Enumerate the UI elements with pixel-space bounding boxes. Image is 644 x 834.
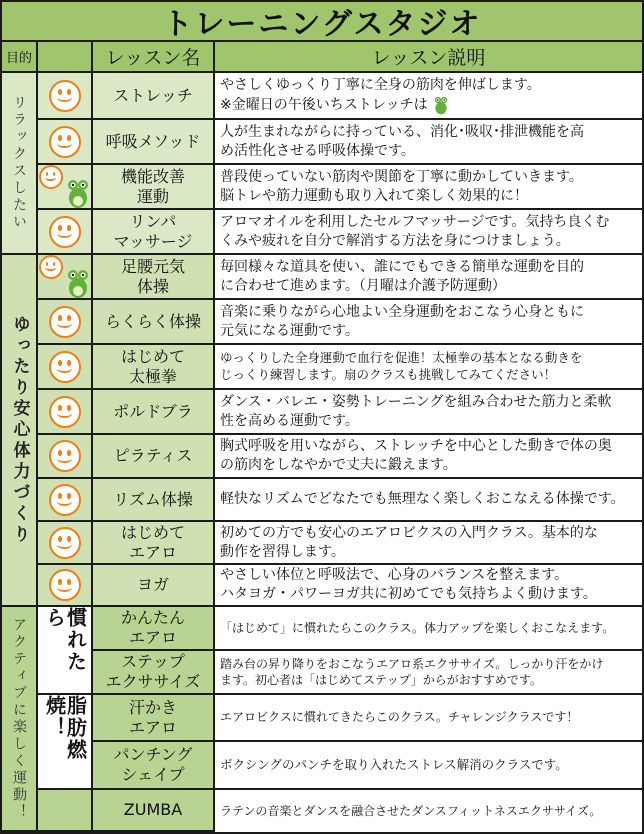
category-active [2,607,38,832]
icon-cell [38,435,93,479]
lesson-description: 毎回様々な道具を使い、誰にでもできる簡単な運動を目的 に合わせて進めます。（月曜は介護予防運動） [215,255,642,300]
smiley-face-icon [49,306,81,338]
lesson-name: 機能改善 運動 [93,165,215,210]
smiley-face-icon [39,165,63,189]
smiley-face-icon [49,440,81,472]
lesson-description: ボクシングのパンチを取り入れたストレス解消のクラスです。 [215,742,642,790]
icon-cell [38,522,93,565]
subgroup-nareta [38,607,93,695]
lesson-description: ラテンの音楽とダンスを融合させたダンスフィットネスエクササイズ。 [215,790,642,832]
smiley-face-icon [49,80,81,112]
lesson-name: 呼吸メソッド [93,120,215,165]
lesson-name: ステップ エクササイズ [93,651,215,695]
lesson-description: 人が生まれながらに持っている、消化･吸収･排泄機能を高 め活性化させる呼吸体操です。 [215,120,642,165]
smiley-face-icon [49,216,81,248]
category-active-label: アクティブに楽しく運動！ [11,616,27,821]
subgroup-nareta-label: 慣れたら [42,607,88,673]
lesson-description: 胸式呼吸を用いながら、ストレッチを中心とした動きで体の奥 の筋肉をしなやかで丈夫に鍛えます。 [215,435,642,479]
category-relax-label: リラックスしたい [11,95,27,231]
smiley-face-icon [49,527,81,559]
smiley-face-icon [49,484,81,516]
lesson-description: 初めての方でも安心のエアロビクスの入門クラス。基本的な 動作を習得します。 [215,522,642,565]
lesson-name: かんたん エアロ [93,607,215,651]
smiley-and-frog [39,165,91,209]
lesson-name: 汗かき エアロ [93,695,215,742]
lesson-name: ストレッチ [93,73,215,120]
frog-mascot-icon [65,267,91,299]
lesson-description: やさしい体位と呼吸法で、心身のバランスを整えます。 ハタヨガ・パワーヨガ共に初めてでも気持ちよく動けます。 [215,565,642,607]
subgroup-shibou [38,695,93,790]
lesson-name: はじめて 太極拳 [93,345,215,390]
smiley-and-frog [39,255,91,299]
page-title: トレーニングスタジオ [162,7,482,42]
category-yuttari [2,255,38,607]
lesson-name: ポルドブラ [93,390,215,435]
lesson-description: アロマオイルを利用したセルフマッサージです。気持ち良くむ くみや疲れを自分で解消する方法を身につけましょう。 [215,210,642,255]
category-yuttari-label: ゆったり安心体力づくり [9,314,30,546]
icon-cell [38,345,93,390]
header-lesson-description: レッスン説明 [215,42,642,73]
icon-cell [38,165,93,210]
lesson-name: パンチング シェイプ [93,742,215,790]
lesson-name: らくらく体操 [93,300,215,345]
icon-cell [38,300,93,345]
lesson-description: エアロビクスに慣れてきたらこのクラス。チャレンジクラスです！ [215,695,642,742]
lesson-description: 普段使っていない筋肉や関節を丁寧に動かしていきます。 脳トレや筋力運動も取り入れて楽しく効果的に！ [215,165,642,210]
smiley-face-icon [39,255,63,279]
lesson-description: やさしくゆっくり丁寧に全身の筋肉を伸ばします。 ※金曜日の午後いちストレッチは [215,73,642,120]
lesson-name: ヨガ [93,565,215,607]
icon-cell [38,255,93,300]
category-relax [2,73,38,255]
lesson-description: 踏み台の昇り降りをおこなうエアロ系エクササイズ。しっかり汗をかけ ます。初心者は「はじめてステップ」からがおすすめです。 [215,651,642,695]
smiley-face-icon [49,126,81,158]
lesson-description: ダンス・バレエ・姿勢トレーニングを組み合わせた筋力と柔軟 性を高める運動です。 [215,390,642,435]
lesson-description: 音楽に乗りながら心地よい全身運動をおこなう心身ともに 元気になる運動です。 [215,300,642,345]
subgroup-blank [38,790,93,832]
lesson-name: はじめて エアロ [93,522,215,565]
lesson-description: 軽快なリズムでどなたでも無理なく楽しくおこなえる体操です。 [215,479,642,522]
lesson-name: リズム体操 [93,479,215,522]
lesson-name: ZUMBA [93,790,215,832]
smiley-face-icon [49,351,81,383]
icon-cell [38,390,93,435]
lesson-name: 足腰元気 体操 [93,255,215,300]
icon-cell [38,120,93,165]
subgroup-shibou-label: 脂肪燃焼！ [42,695,88,761]
smiley-face-icon [49,396,81,428]
header-lesson-name: レッスン名 [93,42,215,73]
lesson-name: ピラティス [93,435,215,479]
frog-mascot-icon [432,95,450,115]
smiley-face-icon [49,569,81,601]
icon-cell [38,565,93,607]
icon-cell [38,479,93,522]
header-purpose: 目的 [2,42,38,73]
header-icon-blank [38,42,93,73]
icon-cell [38,210,93,255]
lesson-description: 「はじめて」に慣れたらこのクラス。体力アップを楽しくおこなえます。 [215,607,642,651]
icon-cell [38,73,93,120]
lesson-description: ゆっくりした全身運動で血行を促進！太極拳の基本となる動きを じっくり練習します。扇のクラスも挑戦してみてください！ [215,345,642,390]
lesson-name: リンパ マッサージ [93,210,215,255]
frog-mascot-icon [65,177,91,209]
title-banner [2,2,642,42]
